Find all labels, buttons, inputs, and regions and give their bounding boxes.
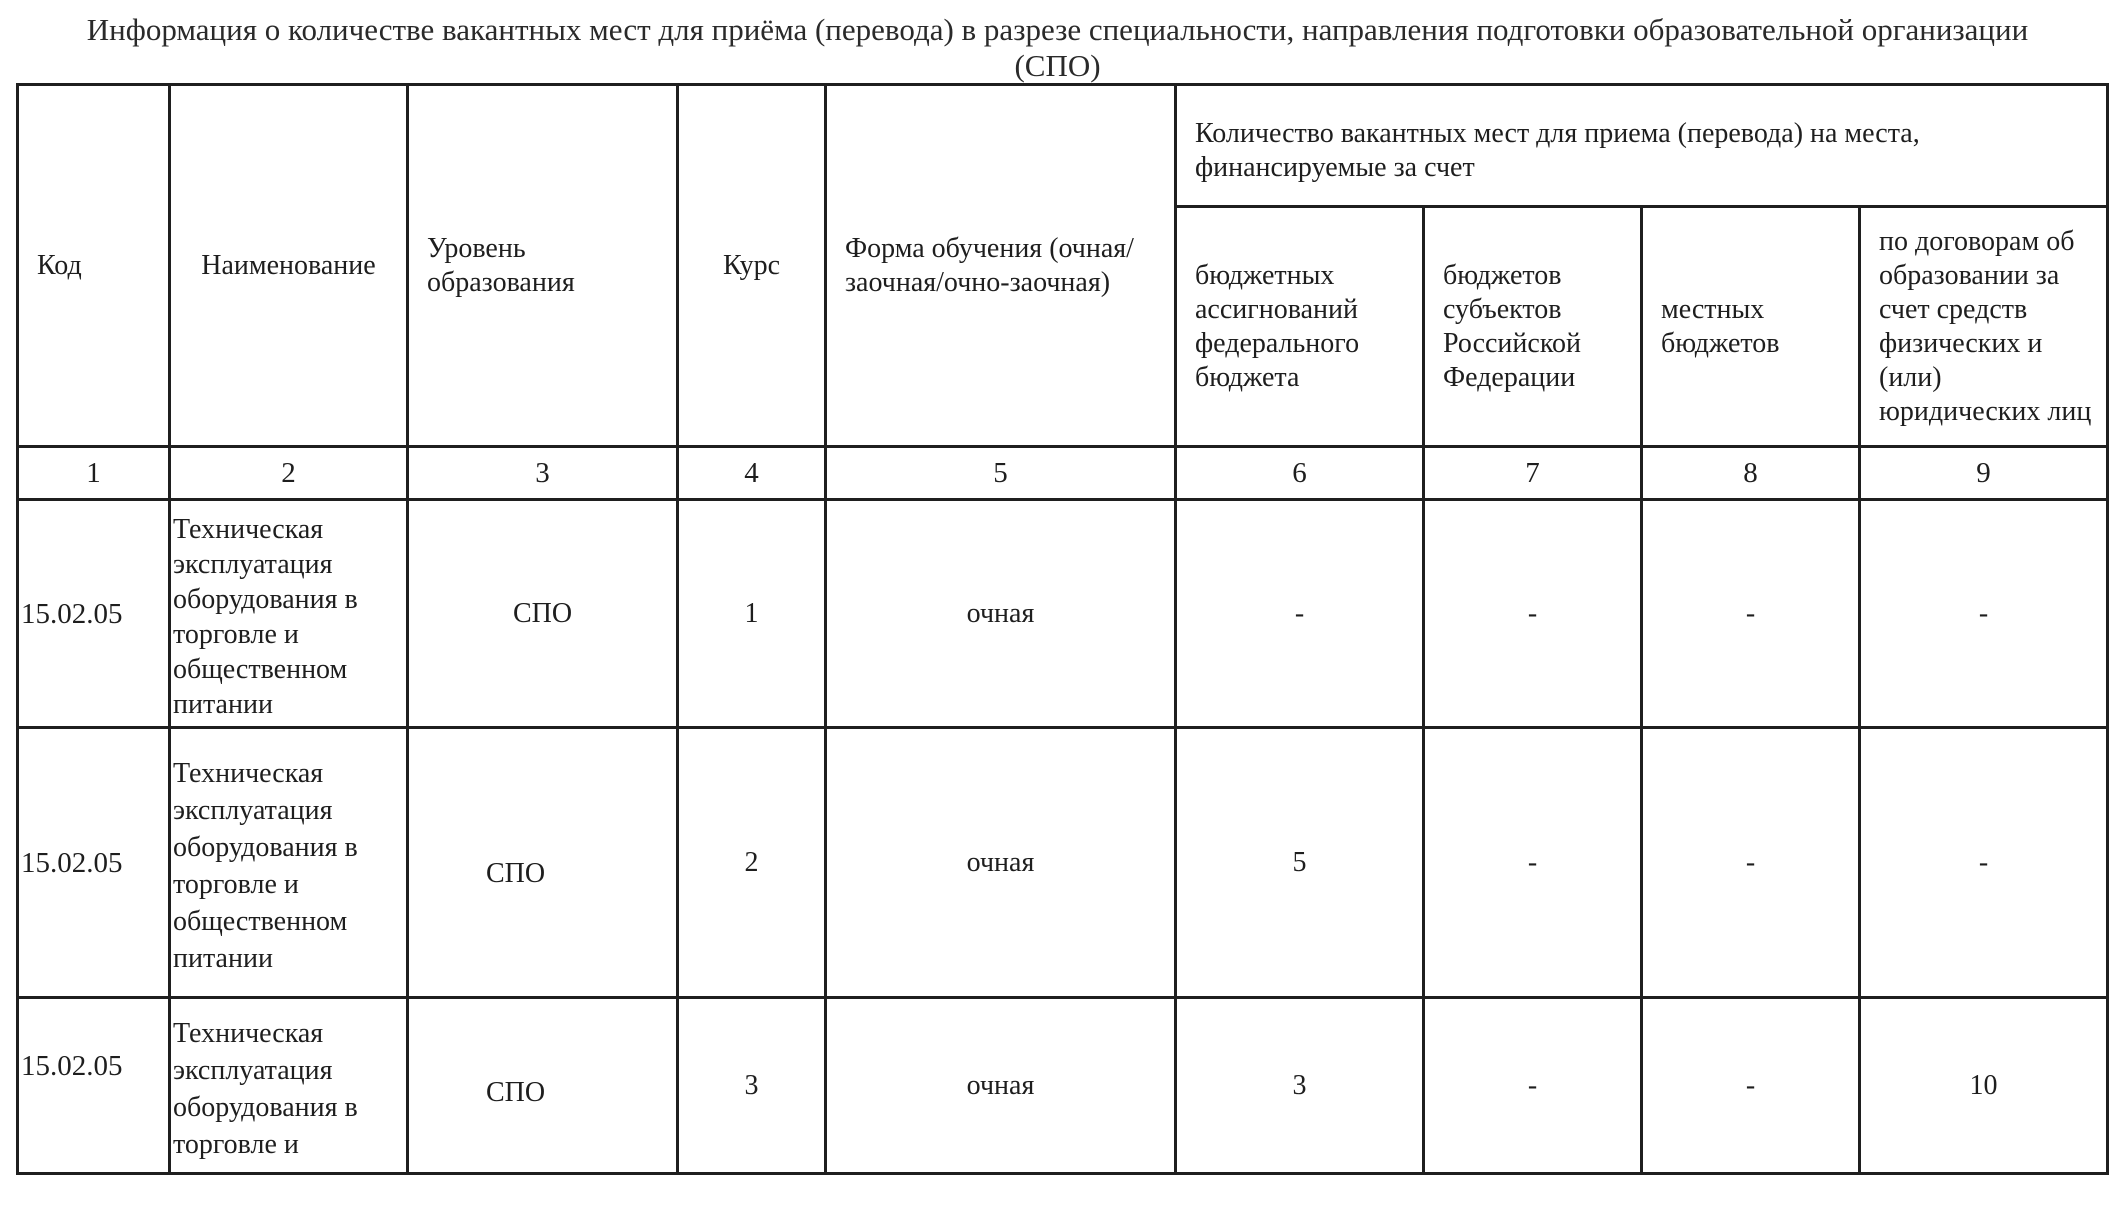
document-title-line-1: Информация о количестве вакантных мест для приёма (перевода) в разрезе специальности, направления подготовки образовательной организации (86, 12, 2029, 47)
header-name: Наименование (170, 85, 408, 447)
row-level: СПО (408, 998, 678, 1174)
row-regional: - (1424, 728, 1642, 998)
row-name: Техническая эксплуатация оборудования в торговле и общественном питании (170, 728, 408, 998)
row-federal: 3 (1176, 998, 1424, 1174)
row-form: очная (826, 728, 1176, 998)
row-federal: - (1176, 500, 1424, 728)
row-course: 2 (678, 728, 826, 998)
header-contract: по договорам об образовании за счет средств физических и (или) юридических лиц (1860, 207, 2108, 447)
row-level: СПО (408, 728, 678, 998)
table-row (18, 998, 2108, 1174)
document-title (0, 12, 2115, 84)
column-number: 9 (1860, 447, 2108, 500)
column-number: 8 (1642, 447, 1860, 500)
header-row-main (18, 85, 2108, 207)
row-name: Техническая эксплуатация оборудования в торговле и (170, 998, 408, 1174)
column-number: 5 (826, 447, 1176, 500)
table-row (18, 728, 2108, 998)
row-form: очная (826, 500, 1176, 728)
header-federal-budget: бюджетных ассигнований федерального бюджета (1176, 207, 1424, 447)
row-code: 15.02.05 (18, 500, 170, 728)
column-number: 3 (408, 447, 678, 500)
header-form: Форма обучения (очная/заочная/очно-заочная) (826, 85, 1176, 447)
row-contract: - (1860, 728, 2108, 998)
vacancies-table (16, 83, 2109, 1175)
document-title-line-2: (СПО) (1014, 48, 1101, 83)
header-regional-budget: бюджетов субъектов Российской Федерации (1424, 207, 1642, 447)
column-number: 2 (170, 447, 408, 500)
row-federal: 5 (1176, 728, 1424, 998)
table-row (18, 500, 2108, 728)
row-local: - (1642, 998, 1860, 1174)
column-number: 4 (678, 447, 826, 500)
column-number: 1 (18, 447, 170, 500)
row-course: 1 (678, 500, 826, 728)
row-level: СПО (408, 500, 678, 728)
header-course: Курс (678, 85, 826, 447)
row-contract: - (1860, 500, 2108, 728)
row-contract: 10 (1860, 998, 2108, 1174)
row-regional: - (1424, 500, 1642, 728)
row-name: Техническая эксплуатация оборудования в торговле и общественном питании (170, 500, 408, 728)
row-local: - (1642, 728, 1860, 998)
row-form: очная (826, 998, 1176, 1174)
header-funding-group: Количество вакантных мест для приема (перевода) на места, финансируемые за счет (1176, 85, 2108, 207)
column-number: 6 (1176, 447, 1424, 500)
column-number: 7 (1424, 447, 1642, 500)
row-local: - (1642, 500, 1860, 728)
row-course: 3 (678, 998, 826, 1174)
row-code: 15.02.05 (18, 998, 170, 1174)
header-level: Уровень образования (408, 85, 678, 447)
header-local-budget: местных бюджетов (1642, 207, 1860, 447)
row-code: 15.02.05 (18, 728, 170, 998)
row-regional: - (1424, 998, 1642, 1174)
column-number-row (18, 447, 2108, 500)
header-code: Код (18, 85, 170, 447)
